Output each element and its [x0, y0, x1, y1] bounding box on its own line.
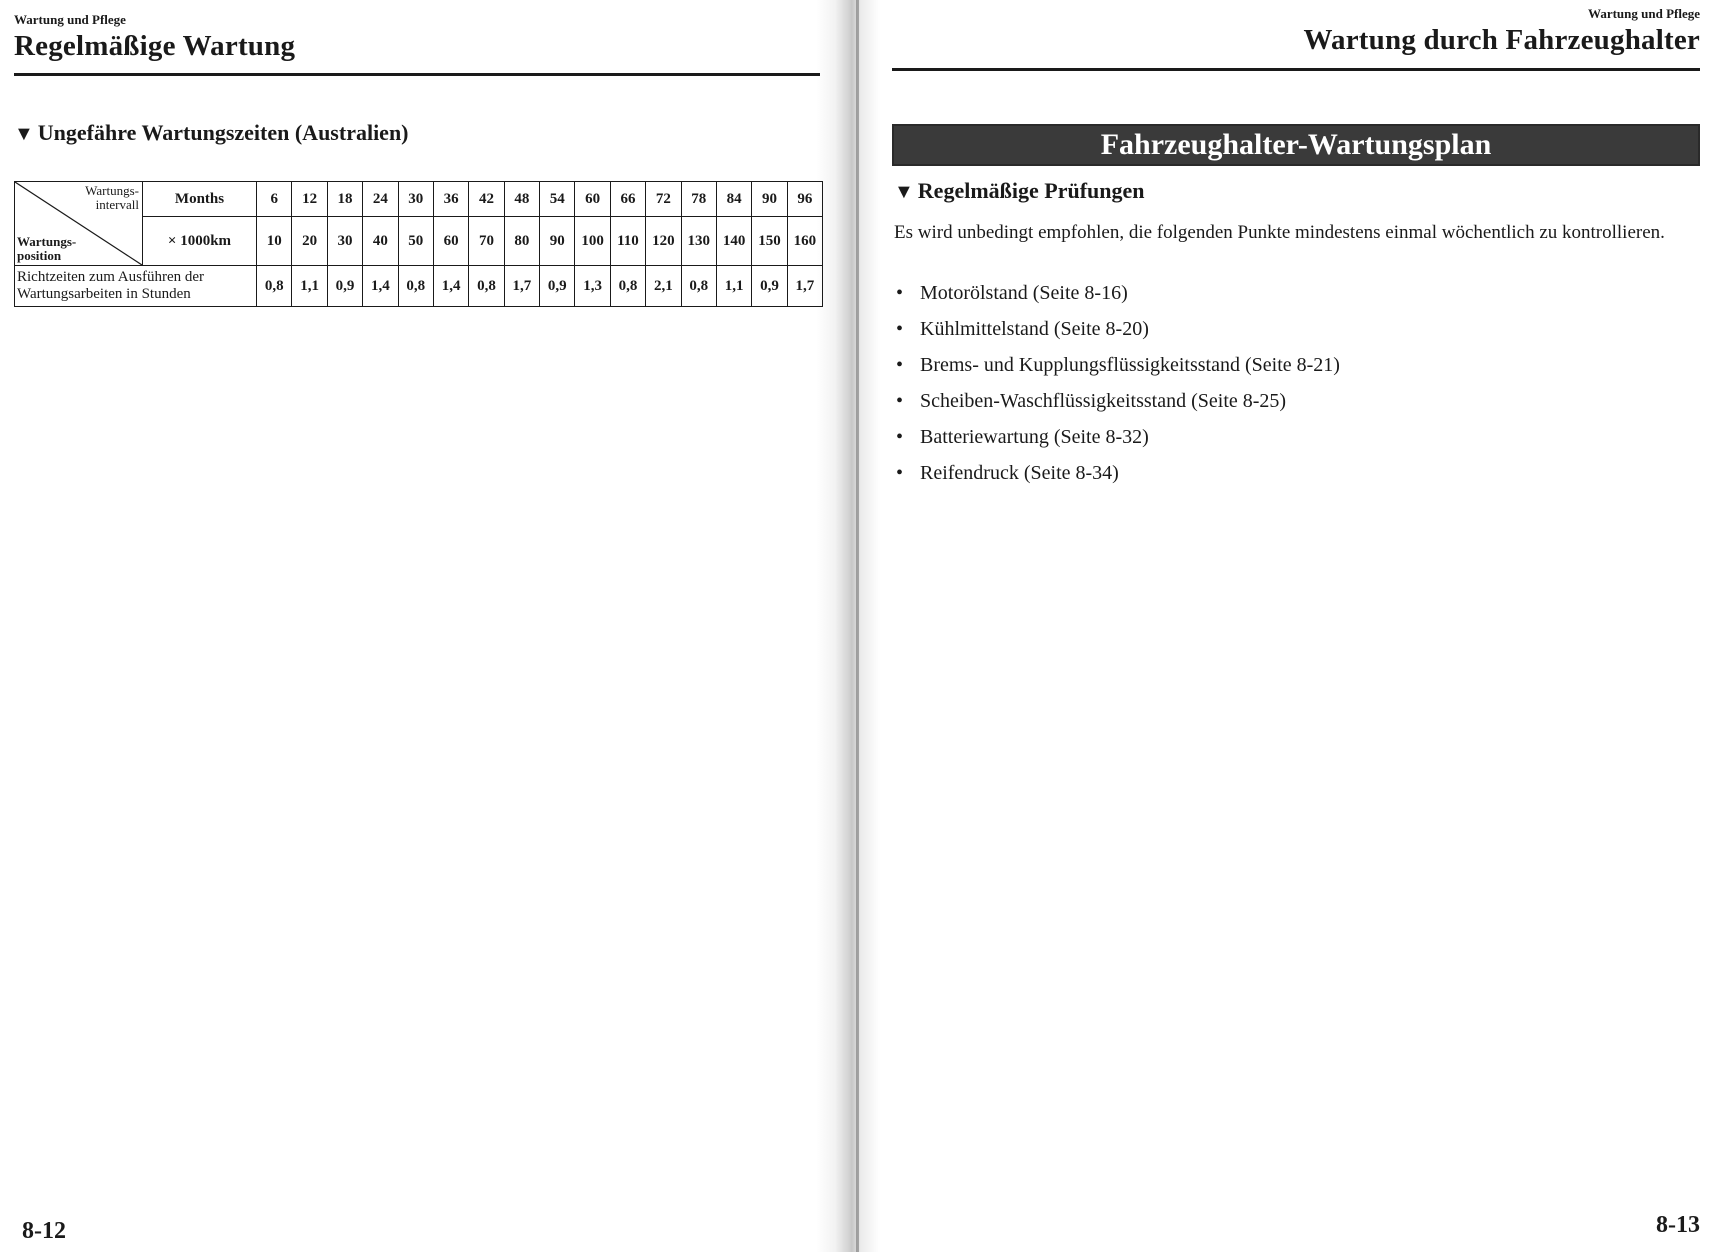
table-row-hours [15, 266, 823, 307]
months-cell: 84 [716, 182, 751, 217]
hours-cell: 0,8 [398, 266, 433, 307]
chapter-title-right: Wartung durch Fahrzeughalter [1303, 24, 1700, 56]
check-list [894, 280, 1340, 496]
km-cell: 110 [610, 217, 645, 266]
km-cell: 160 [787, 217, 822, 266]
hours-cell: 0,9 [540, 266, 575, 307]
hours-cell: 1,4 [433, 266, 468, 307]
months-cell: 60 [575, 182, 610, 217]
header-rule-left [14, 73, 820, 76]
list-item [894, 424, 1340, 460]
list-item-text: Brems- und Kupplungsflüssigkeitsstand (Seite 8-21) [920, 354, 1340, 376]
hours-cell: 2,1 [646, 266, 681, 307]
list-item-text: Scheiben-Waschflüssigkeitsstand (Seite 8-25) [920, 390, 1287, 412]
hours-description: Richtzeiten zum Ausführen der Wartungsarbeiten in Stunden [15, 266, 257, 307]
km-cell: 60 [433, 217, 468, 266]
months-cell: 18 [327, 182, 362, 217]
hours-cell: 0,9 [752, 266, 787, 307]
hours-cell: 1,7 [504, 266, 539, 307]
intro-paragraph: Es wird unbedingt empfohlen, die folgenden Punkte mindestens einmal wöchentlich zu kontrollieren. [894, 222, 1665, 243]
months-cell: 12 [292, 182, 327, 217]
km-cell: 130 [681, 217, 716, 266]
km-cell: 40 [363, 217, 398, 266]
km-cell: 120 [646, 217, 681, 266]
list-item-text: Reifendruck (Seite 8-34) [920, 462, 1119, 484]
km-label: × 1000km [143, 217, 257, 266]
hours-cell: 1,1 [292, 266, 327, 307]
km-cell: 140 [716, 217, 751, 266]
bullet-icon: • [896, 390, 904, 412]
running-head-left: Wartung und Pflege [14, 12, 126, 27]
header-rule-right [892, 68, 1700, 71]
km-cell: 100 [575, 217, 610, 266]
months-cell: 66 [610, 182, 645, 217]
running-head-right: Wartung und Pflege [1588, 6, 1700, 21]
months-cell: 90 [752, 182, 787, 217]
maintenance-time-table [14, 181, 823, 307]
triangle-bullet-icon: ▼ [894, 181, 914, 203]
list-item [894, 280, 1340, 316]
corner-label-position: Wartungs- position [17, 234, 77, 263]
bullet-icon: • [896, 462, 904, 484]
bullet-icon: • [896, 318, 904, 340]
km-cell: 10 [257, 217, 292, 266]
bullet-icon: • [896, 354, 904, 376]
right-page [872, 0, 1712, 1252]
section-heading-left [14, 120, 409, 146]
hours-cell: 0,8 [610, 266, 645, 307]
bullet-icon: • [896, 282, 904, 304]
section-heading-right [894, 178, 1145, 204]
list-item [894, 388, 1340, 424]
triangle-bullet-icon: ▼ [14, 123, 34, 145]
bullet-icon: • [896, 426, 904, 448]
km-cell: 150 [752, 217, 787, 266]
list-item [894, 352, 1340, 388]
table-corner-cell [15, 182, 143, 266]
hours-cell: 1,1 [716, 266, 751, 307]
page-number-left: 8-12 [22, 1218, 66, 1244]
list-item-text: Motorölstand (Seite 8-16) [920, 282, 1128, 304]
months-cell: 36 [433, 182, 468, 217]
schedule-banner: Fahrzeughalter-Wartungsplan [892, 124, 1700, 166]
km-cell: 50 [398, 217, 433, 266]
chapter-title-left: Regelmäßige Wartung [14, 30, 296, 62]
km-cell: 30 [327, 217, 362, 266]
hours-cell: 0,8 [257, 266, 292, 307]
km-cell: 80 [504, 217, 539, 266]
list-item-text: Kühlmittelstand (Seite 8-20) [920, 318, 1149, 340]
months-cell: 24 [363, 182, 398, 217]
section-heading-text: Ungefähre Wartungszeiten (Australien) [37, 120, 409, 145]
corner-label-interval: Wartungs- intervall [85, 183, 139, 212]
months-cell: 72 [646, 182, 681, 217]
km-cell: 70 [469, 217, 504, 266]
hours-cell: 1,3 [575, 266, 610, 307]
list-item [894, 460, 1340, 496]
hours-cell: 1,4 [363, 266, 398, 307]
hours-cell: 1,7 [787, 266, 822, 307]
section-heading-text: Regelmäßige Prüfungen [917, 178, 1145, 203]
list-item-text: Batteriewartung (Seite 8-32) [920, 426, 1149, 448]
list-item [894, 316, 1340, 352]
table-row-months [15, 182, 823, 217]
left-page [0, 0, 840, 1252]
months-cell: 48 [504, 182, 539, 217]
months-cell: 6 [257, 182, 292, 217]
hours-cell: 0,8 [681, 266, 716, 307]
months-cell: 78 [681, 182, 716, 217]
km-cell: 20 [292, 217, 327, 266]
months-cell: 96 [787, 182, 822, 217]
months-cell: 54 [540, 182, 575, 217]
months-cell: 30 [398, 182, 433, 217]
hours-cell: 0,8 [469, 266, 504, 307]
book-spine-line [856, 0, 859, 1252]
hours-cell: 0,9 [327, 266, 362, 307]
page-number-right: 8-13 [1656, 1212, 1700, 1238]
km-cell: 90 [540, 217, 575, 266]
months-cell: 42 [469, 182, 504, 217]
months-label: Months [143, 182, 257, 217]
